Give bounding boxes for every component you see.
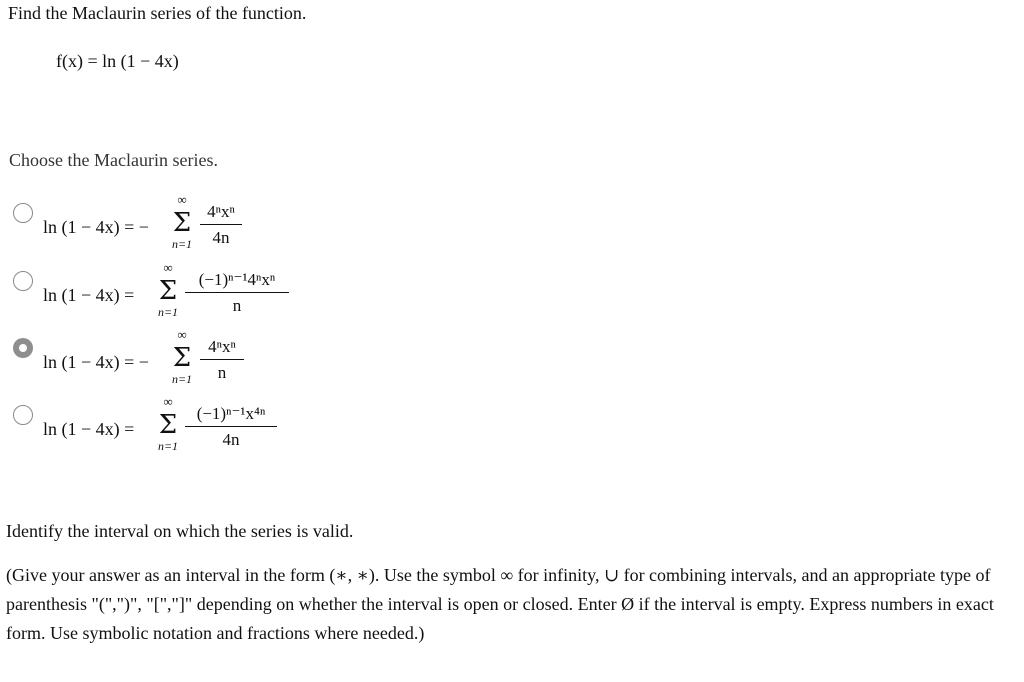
sigma-icon: Σ [172, 208, 192, 238]
denominator: 4n [222, 430, 240, 449]
option-4-fraction [185, 404, 277, 450]
denominator: 4n [212, 228, 230, 247]
interval-prompt: Identify the interval on which the series is valid. [6, 521, 354, 541]
sum-upper-limit: ∞ [163, 394, 173, 409]
fraction-bar [185, 426, 277, 427]
question-text: Find the Maclaurin series of the function. [8, 3, 307, 23]
sigma-icon: Σ [172, 343, 192, 373]
numerator: (−1)ⁿ⁻¹x⁴ⁿ [196, 404, 266, 423]
option-1-fraction [200, 202, 242, 248]
option-3-lhs: ln (1 − 4x) = − [43, 352, 149, 372]
numerator: 4ⁿxⁿ [207, 202, 235, 221]
fraction-bar [185, 292, 289, 293]
denominator: n [232, 296, 242, 315]
option-1-lhs: ln (1 − 4x) = − [43, 217, 149, 237]
numerator: 4ⁿxⁿ [208, 337, 236, 356]
numerator: (−1)ⁿ⁻¹4ⁿxⁿ [198, 270, 276, 289]
option-3-fraction [200, 337, 244, 383]
sum-lower-limit: n=1 [171, 237, 193, 251]
answer-instructions: (Give your answer as an interval in the form (∗, ∗). Use the symbol ∞ for infinity, ∪ for combining intervals, and an appropriate type of parenthesis "(",")", "[","]" depending on whether the interval is open or closed. Enter Ø if the interval is empty. Express numbers in exact form. Use symbolic notation and fractions where needed.) [6, 565, 994, 643]
function-expression: f(x) = ln (1 − 4x) [56, 51, 179, 71]
sum-lower-limit: n=1 [171, 372, 193, 386]
option-2-fraction [185, 270, 289, 316]
sum-lower-limit: n=1 [157, 439, 179, 453]
denominator: n [217, 363, 227, 382]
fraction-bar [200, 224, 242, 225]
choose-prompt: Choose the Maclaurin series. [9, 150, 218, 170]
fraction-bar [200, 359, 244, 360]
option-1-radio[interactable] [13, 203, 33, 223]
sigma-icon: Σ [158, 410, 178, 440]
option-2-lhs: ln (1 − 4x) = [43, 285, 135, 305]
option-4-lhs: ln (1 − 4x) = [43, 419, 135, 439]
function-display [56, 51, 179, 72]
sigma-icon: Σ [158, 276, 178, 306]
sum-lower-limit: n=1 [157, 305, 179, 319]
sum-upper-limit: ∞ [163, 260, 173, 275]
option-3-radio-selected[interactable] [13, 338, 33, 358]
sum-upper-limit: ∞ [177, 192, 187, 207]
option-4-radio[interactable] [13, 405, 33, 425]
option-2-radio[interactable] [13, 271, 33, 291]
sum-upper-limit: ∞ [177, 327, 187, 342]
